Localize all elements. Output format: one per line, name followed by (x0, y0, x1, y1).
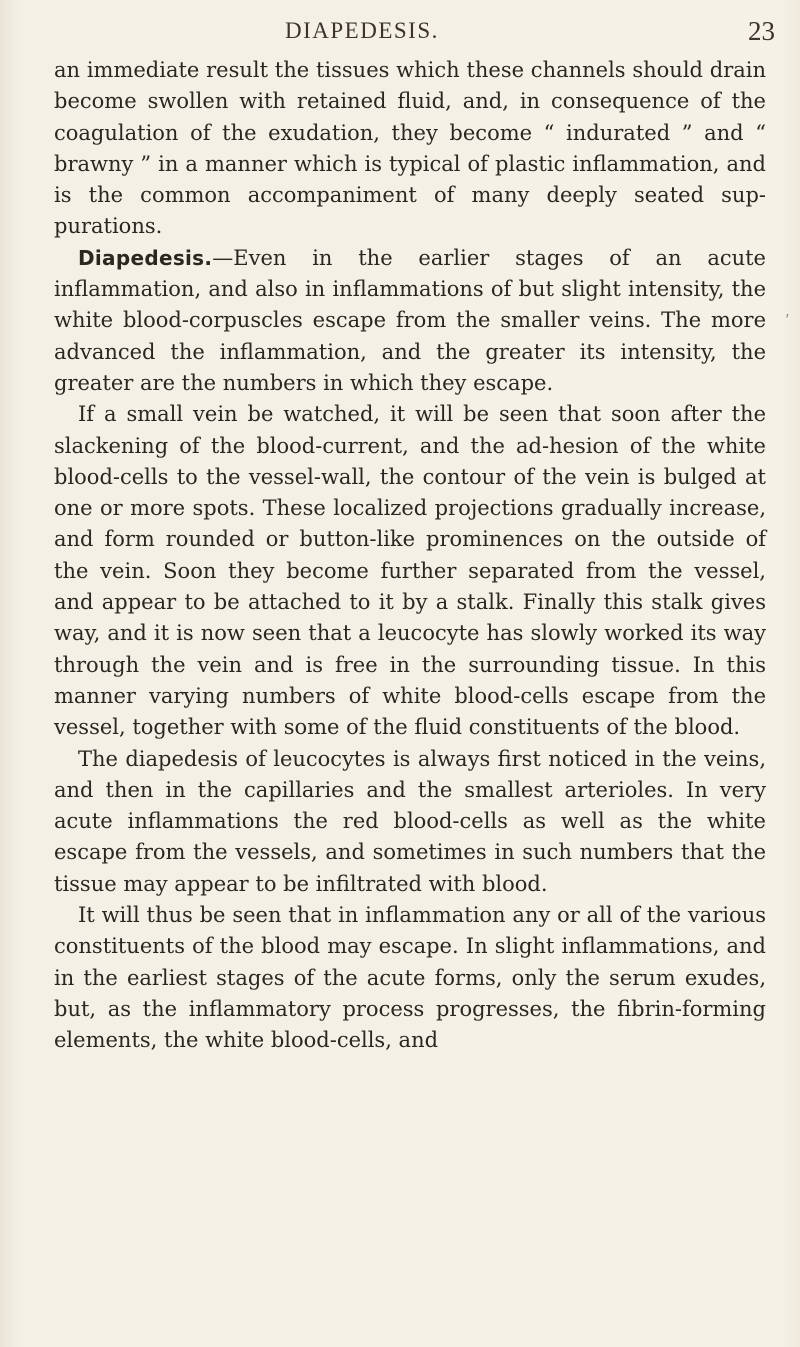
running-head: DIAPEDESIS. (285, 18, 439, 43)
paragraph-small-vein (54, 399, 766, 743)
paragraph-leucocytes (54, 744, 766, 900)
paragraph-text: an immediate result the tissues which these channels should drain become swollen with retained fluid, and, in consequence of the coagulation of the exudation, they become “ indurated ” and “ brawny ” in a manner which is typical of plastic inflammation, and is the common accompaniment of many deeply seated sup-purations. (54, 58, 766, 239)
paragraph-continued (54, 55, 766, 243)
margin-mark: ´ (781, 311, 797, 332)
section-heading: Diapedesis. (78, 245, 213, 270)
page-header (0, 18, 800, 58)
paragraph-diapedesis (54, 243, 766, 399)
paragraph-text: —Even in the earlier stages of an acute inflammation, and also in inflammations of but slight intensity, the white blood-corpuscles escape from the smaller veins. The more advanced the inflammation, and the greater its intensity, the greater are the numbers in which they escape. (54, 245, 766, 395)
paragraph-constituents (54, 900, 766, 1056)
paragraph-text: If a small vein be watched, it will be seen that soon after the slackening of the blood-current, and the ad-hesion of the white blood-cells to the vessel-wall, the contour of the vein is bulged at one or more spots. These localized projections gradually increase, and form rounded or button-like prominences on the outside of the vein. Soon they become further separated from the vessel, and appear to be attached to it by a stalk. Finally this stalk gives way, and it is now seen that a leucocyte has slowly worked its way through the vein and is free in the surrounding tissue. In this manner varying numbers of white blood-cells escape from the vessel, together with some of the fluid constituents of the blood. (54, 402, 766, 740)
paragraph-text: The diapedesis of leucocytes is always first noticed in the veins, and then in the capillaries and the smallest arterioles. In very acute inflammations the red blood-cells as well as the white escape from the vessels, and sometimes in such numbers that the tissue may appear to be infiltrated with blood. (54, 746, 766, 896)
paragraph-text: It will thus be seen that in inflammation any or all of the various constituents of the blood may escape. In slight inflammations, and in the earliest stages of the acute forms, only the serum exudes, but, as the inflammatory process progresses, the fibrin-forming elements, the white blood-cells, and (54, 903, 766, 1053)
page-number: 23 (748, 16, 775, 46)
body-text (54, 55, 766, 1057)
